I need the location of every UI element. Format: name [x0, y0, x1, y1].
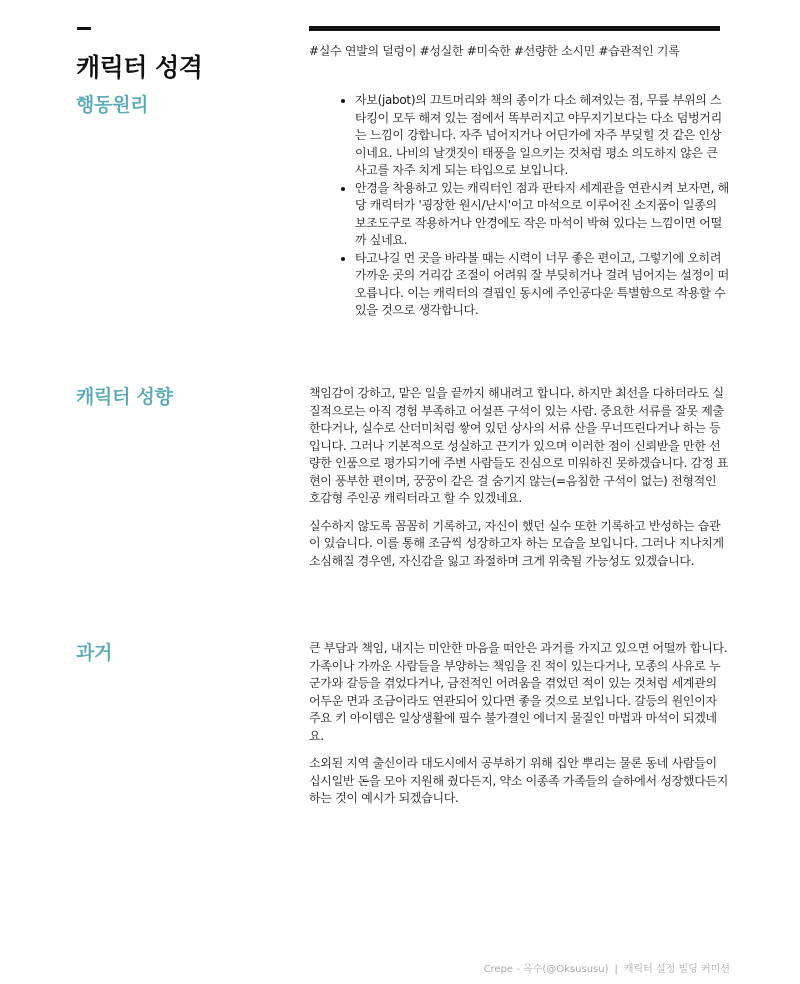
page-title: 캐릭터 성격 — [76, 53, 203, 82]
body-paragraph: 책임감이 강하고, 맡은 일을 끝까지 해내려고 합니다. 하지만 최선을 다하더라도 실질적으로는 아직 경험 부족하고 어설픈 구석이 있는 사람. 중요한 서류를 잘못 제출한다거나, 실수로 산더미처럼 쌓여 있던 상사의 서류 산을 무너뜨린다거나 하는 등입니다. 그러나 기본적으로 성실하고 끈기가 있으며 이러한 점이 신뢰받을 만한 선량한 인품으로 평가되기에 주변 사람들도 진심으로 미워하진 못하겠습니다. 감정 표현이 풍부한 편이며, 꿍꿍이 같은 걸 숨기지 않는(=음침한 구석이 없는) 전형적인 호감형 주인공 캐릭터라고 할 수 있겠네요. — [309, 386, 729, 505]
body-paragraph: 큰 부담과 책임, 내지는 미안한 마음을 떠안은 과거를 가지고 있으면 어떨까 합니다. 가족이나 가까운 사람들을 부양하는 책임을 진 적이 있는다거나, 모종의 사유로 누군가와 갈등을 겪었다거나, 금전적인 어려움을 겪었던 적이 있는 것처럼 세계관의 어두운 면과 조금이라도 연관되어 있다면 좋을 것으로 보입니다. 갈등의 원인이자 주요 키 아이템은 일상생활에 필수 불가결인 에너지 물질인 마법과 마석이 되겠네요. — [309, 641, 728, 743]
footer-credit: Crepe - 옥수(@Oksususu) — [483, 964, 609, 975]
section-heading-tendency: 캐릭터 성향 — [76, 386, 173, 408]
body-paragraph: 실수하지 않도록 꼼꼼히 기록하고, 자신이 했던 실수 또한 기록하고 반성하는 습관이 있습니다. 이를 통해 조금씩 성장하고자 하는 모습을 보입니다. 그러나 지나치게 소심해질 경우엔, 자신감을 잃고 좌절하며 크게 위축될 가능성도 있겠습니다. — [309, 518, 724, 568]
footer-separator: | — [614, 964, 618, 975]
bullet-item: • 안경을 착용하고 있는 캐릭터인 점과 판타지 세계관을 연관시켜 보자면, 해당 캐릭터가 '굉장한 원시/난시'이고 마석으로 이루어진 소지품이 일종의 보조도구로 작용하거나 안경에도 작은 마석이 박혀 있다는 느낌이면 어떨까 싶네요. — [355, 180, 729, 250]
past-body — [309, 640, 729, 818]
bullet-item: • 타고나길 먼 곳을 바라볼 때는 시력이 너무 좋은 편이고, 그렇기에 오히려 가까운 곳의 거리감 조절이 어려워 잘 부딪히거나 걸려 넘어지는 설정이 떠오릅니다. 이는 캐릭터의 결핍인 동시에 주인공다운 특별함으로 작용할 수 있을 것으로 생각합니다. — [355, 250, 729, 320]
footer-label: 캐릭터 설정 빌딩 커미션 — [623, 964, 730, 975]
bullet-item: • 자보(jabot)의 끄트머리와 책의 종이가 다소 헤져있는 점, 무릎 부위의 스타킹이 모두 해져 있는 점에서 똑부러지고 야무지기보다는 다소 덤벙거리는 느낌이 강합니다. 자주 넘어지거나 어딘가에 자주 부딪힐 것 같은 인상이네요. 나비의 날갯짓이 태풍을 일으키는 것처럼 평소 의도하지 않은 큰 사고를 자주 치게 되는 타입으로 보입니다. — [355, 92, 729, 180]
title-accent-dash — [77, 27, 91, 30]
section-heading-past: 과거 — [76, 642, 113, 664]
page-footer — [484, 960, 730, 975]
tendency-body — [309, 385, 729, 580]
tag-line: #실수 연발의 덜렁이 #성실한 #미숙한 #선량한 소시민 #습관적인 기록 — [309, 44, 680, 58]
section-heading-principle: 행동원리 — [76, 94, 149, 116]
principle-bullet-list — [309, 92, 729, 320]
header-rule — [309, 26, 720, 31]
body-paragraph: 소외된 지역 출신이라 대도시에서 공부하기 위해 집안 뿌리는 물론 동네 사람들이 십시일반 돈을 모아 지원해 줬다든지, 약소 이종족 가족들의 슬하에서 성장했다든지 하는 것이 예시가 되겠습니다. — [309, 756, 729, 805]
